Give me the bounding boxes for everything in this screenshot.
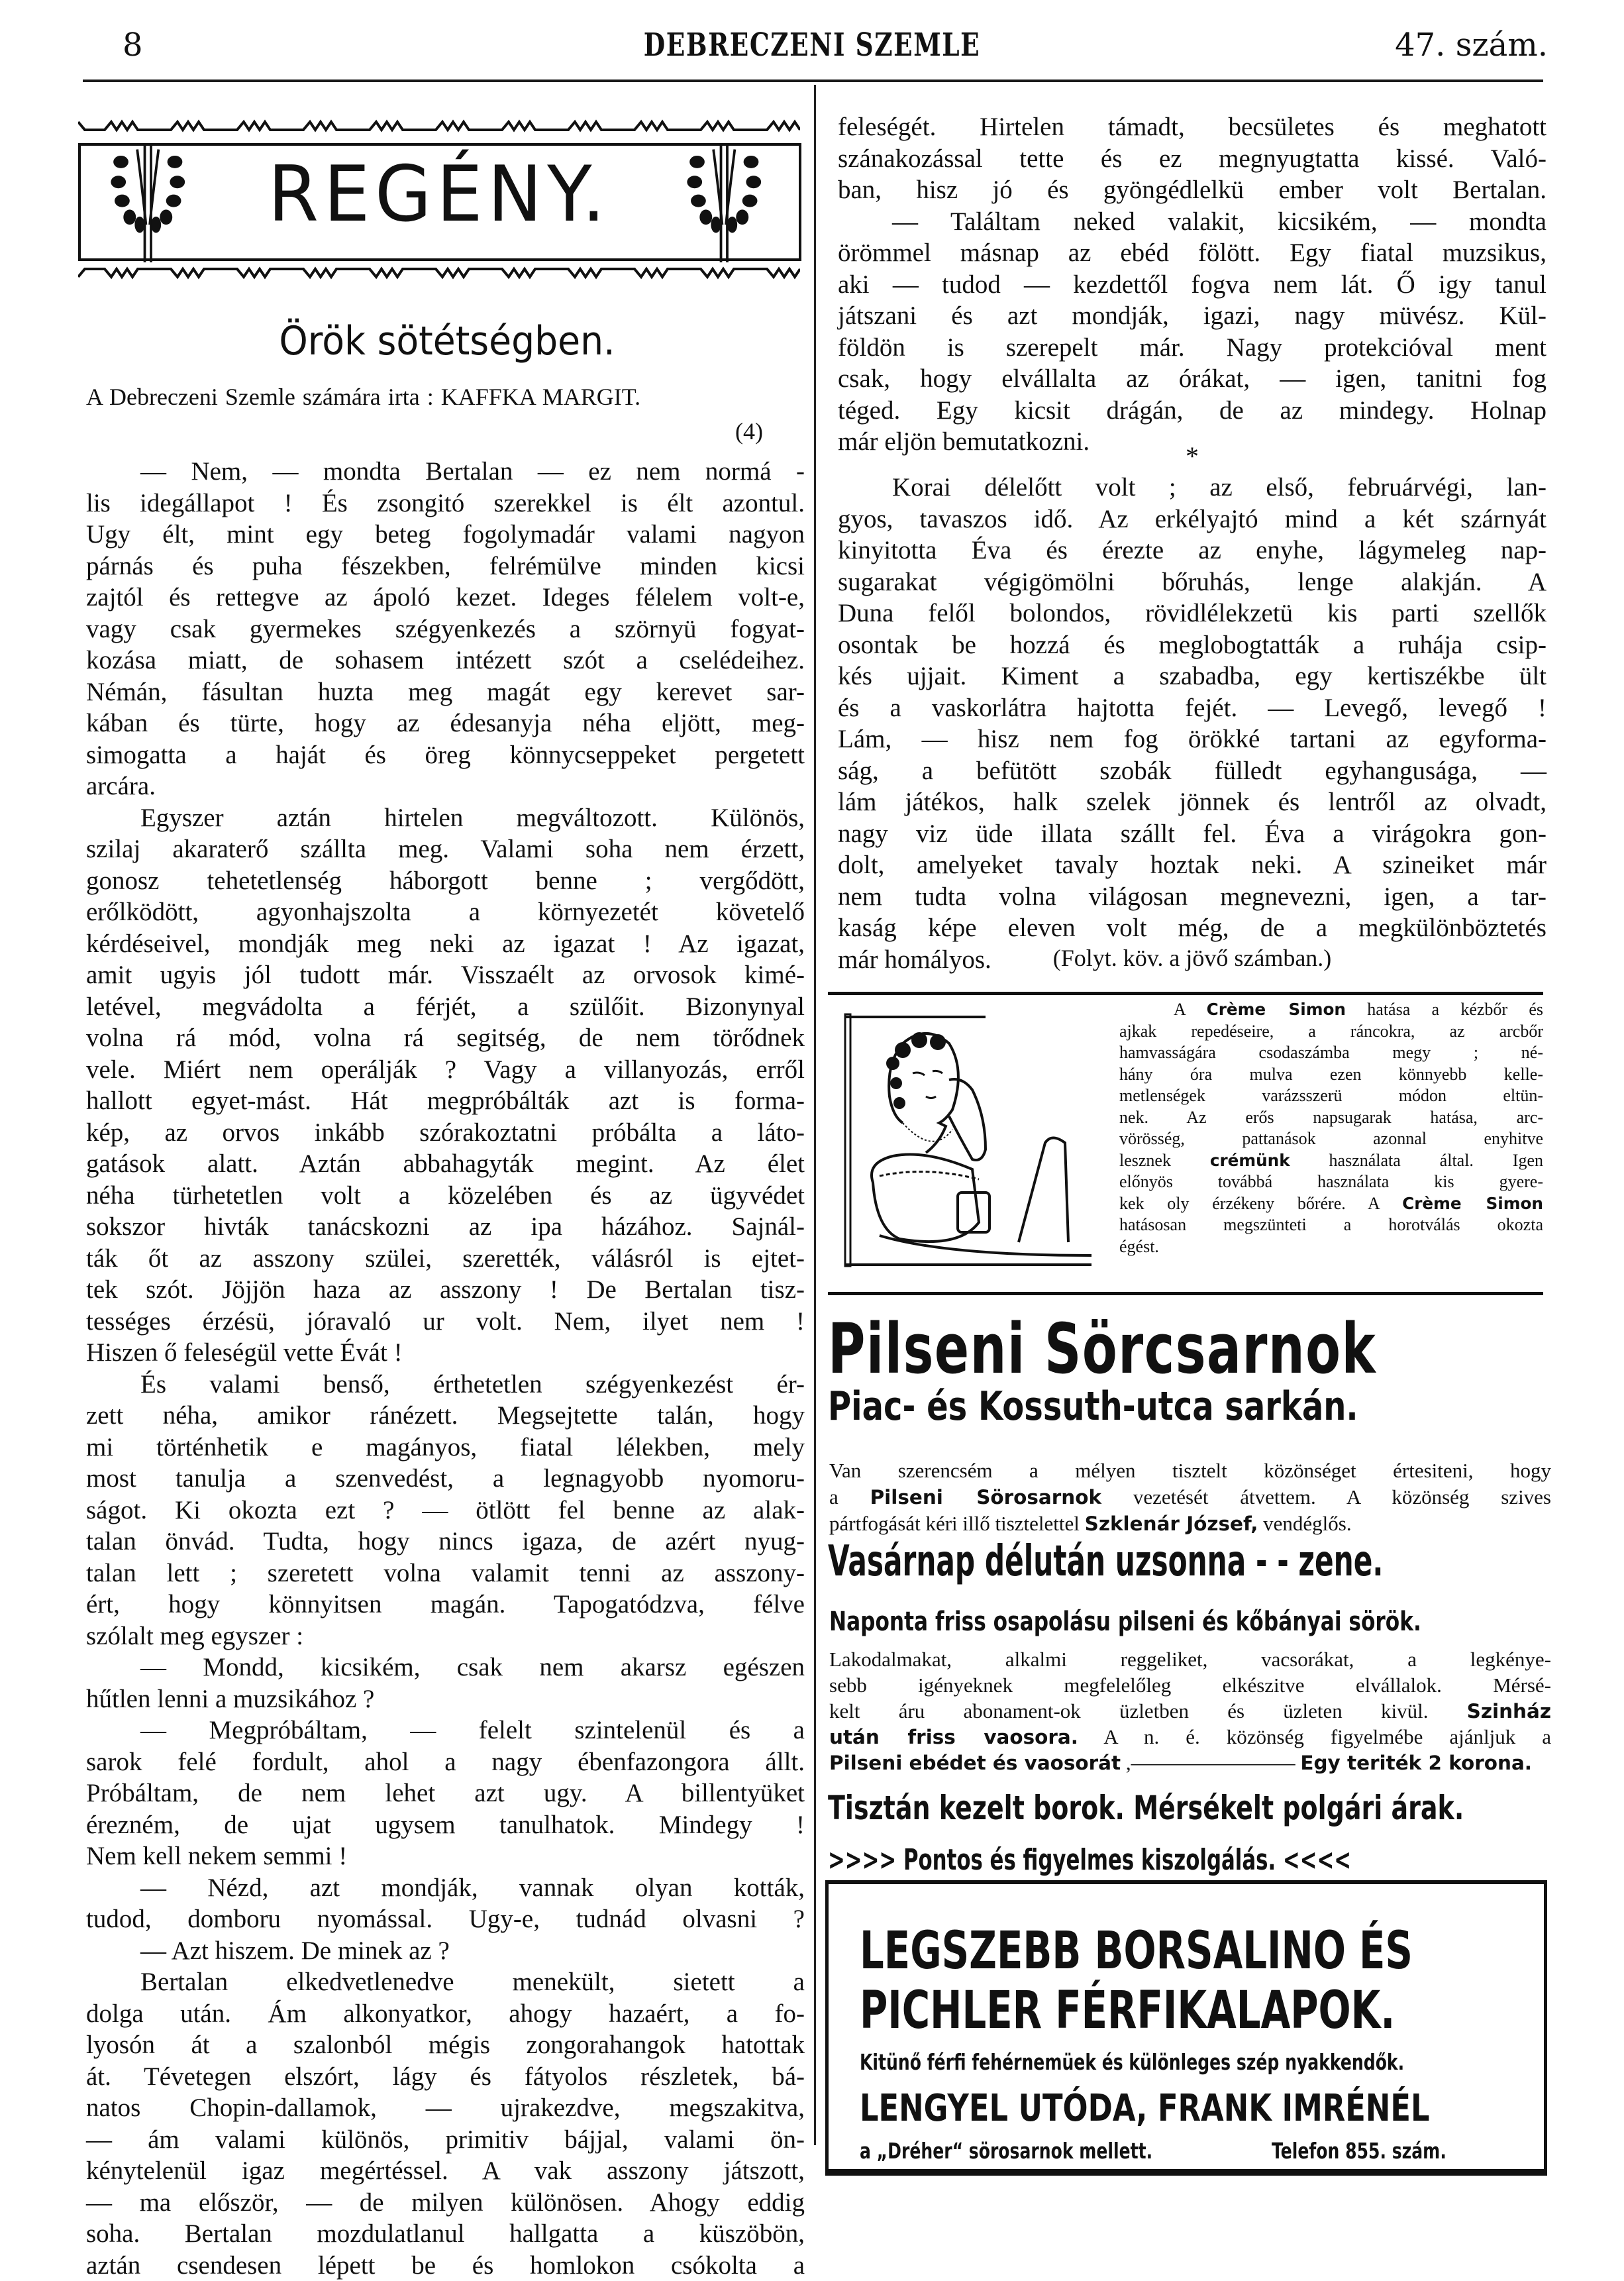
section-banner	[78, 118, 800, 284]
header-rule	[83, 80, 1543, 82]
text-line: hatásosan megszünteti a horotválás okozta	[1119, 1214, 1543, 1236]
text-line: hallott egyet-mást. Hát megpróbálták azt is forma-	[86, 1085, 805, 1117]
zigzag-border-bottom	[78, 265, 800, 281]
text-line: natos Chopin-dallamok, — ujrakezdve, megszakitva,	[86, 2092, 805, 2124]
hat-ad-line2: PICHLER FÉRFIKALAPOK.	[860, 1981, 1395, 2041]
text-line: át. Tévetegen elszórt, lágy és fátyolos részletek, bá-	[86, 2061, 805, 2093]
text-line: szánakozással tette és ez megnyugtatta kissé. Való-	[838, 143, 1547, 175]
hat-ad-merchant: LENGYEL UTÓDA, FRANK IMRÉNÉL	[860, 2087, 1430, 2130]
text-line: ság, a befütött szobák fülledt egyhangusága, —	[838, 755, 1547, 787]
text-line: már eljön bemutatkozni.	[838, 426, 1547, 458]
text-line: volna rá mód, volna rá segitség, de nem törődnek	[86, 1022, 805, 1054]
pilseni-location: Piac- és Kossuth-utca sarkán.	[828, 1383, 1358, 1430]
section-separator: *	[838, 441, 1547, 472]
text-line: — Mondd, kicsikém, csak nem akarsz egészen	[86, 1652, 805, 1683]
hat-ad-line3: Kitünő férfi fehérnemüek és különleges szép nyakkendők.	[860, 2049, 1404, 2075]
text-line: kinyitotta Éva és érezte az enyhe, lágymeleg nap-	[838, 535, 1547, 566]
pilseni-daily-beer: Naponta friss osapolásu pilseni és kőbányai sörök.	[829, 1607, 1421, 1637]
section-title: REGÉNY.	[96, 150, 782, 239]
text-line: A Crème Simon hatása a kézbőr és	[1119, 999, 1543, 1021]
text-line: dolt, amelyeket tavaly hoztak neki. A szineiket már	[838, 849, 1547, 881]
text-line: — Megpróbáltam, — felelt szintelenül és a	[86, 1715, 805, 1746]
text-line: kénytelenül igaz megértéssel. A vak asszony játszott,	[86, 2155, 805, 2187]
hat-ad-address: a „Dréher“ sörosarnok mellett.	[860, 2138, 1152, 2164]
text-line: vele. Miért nem operálják ? Vagy a villanyozás, erről	[86, 1054, 805, 1086]
text-line: tudod, domboru nyomással. Ugy-e, tudnád olvasni ?	[86, 1903, 805, 1935]
text-line: vagy csak gyermekes szégyenkezés a szörnyü fogyat-	[86, 613, 805, 645]
text-line: gatások alatt. Aztán abbahagyták megint. Az élet	[86, 1148, 805, 1180]
text-line: kozása miatt, de sohasem intézett szót a cselédeihez.	[86, 645, 805, 676]
text-line: — ám valami különös, primitiv bájjal, valami ön-	[86, 2124, 805, 2156]
text-line: aki — tudod — kezdettől fogva nem lát. Ő igy tanul	[838, 269, 1547, 301]
text-line: kában és türte, hogy az édesanyja néha eljött, meg-	[86, 708, 805, 739]
text-line: hűtlen lenni a muzsikához ?	[86, 1683, 805, 1715]
text-line: sarok felé fordult, ahol a nagy ébenfazongora állt.	[86, 1746, 805, 1778]
text-line: csak, hogy elvállalta az órákat, — igen, tanitni fog	[838, 363, 1547, 395]
continuation-note: (Folyt. köv. a jövő számban.)	[838, 944, 1547, 972]
text-line: és a vaskorlátra hajtotta fejét. — Levegő, levegő !	[838, 692, 1547, 724]
text-line: feleségét. Hirtelen támadt, becsületes és meghatott	[838, 111, 1547, 143]
woman-applying-cream-illustration	[840, 1010, 1105, 1275]
text-line: hamvasságára csodaszámba megy ; né-	[1119, 1042, 1543, 1064]
text-line: néha türhetetlen volt a közelében és az ügyvédet	[86, 1180, 805, 1212]
text-line: gonosz tehetetlenség háborgott benne ; vergődött,	[86, 865, 805, 897]
ad-divider-rule	[828, 1292, 1543, 1295]
text-line: kés ujjait. Kiment a szabadba, egy kertiszékbe ült	[838, 661, 1547, 692]
text-line: — ma először, — de milyen különösen. Ahogy eddig	[86, 2187, 805, 2219]
text-line: simogatta a haját és öreg könnycseppeket pergetett	[86, 739, 805, 771]
text-line: metlenségek varázsszerü módon eltün-	[1119, 1085, 1543, 1107]
text-line: nem tudta volna világosan megnevezni, igen, a tar-	[838, 881, 1547, 913]
text-line: talan önvád. Tudta, hogy nincs igaza, de azért nyug-	[86, 1526, 805, 1558]
text-line: arcára.	[86, 770, 805, 802]
text-line: a Pilseni Sörosarnok vezetését átvettem. A közönség szives	[829, 1484, 1551, 1511]
text-line: talan lett ; szeretett volna valamit tenni az asszony-	[86, 1558, 805, 1589]
ad-divider-rule	[828, 992, 1543, 995]
text-line: ért, hogy könnyitsen magán. Tapogatódzva, félve	[86, 1589, 805, 1620]
text-line: sokszor hivták tanácskozni az ipa házához. Sajnál-	[86, 1211, 805, 1243]
pilseni-wines: Tisztán kezelt borok. Mérsékelt polgári árak.	[828, 1789, 1464, 1827]
text-line: ban, hisz jó és gyöngédlelkü ember volt Bertalan.	[838, 174, 1547, 206]
text-line: játszani és azt mondják, igazi, nagy müvész. Kül-	[838, 300, 1547, 332]
text-line: lyosón át a szalonból mégis zongorahangok hatottak	[86, 2029, 805, 2061]
text-line: lám játékos, halk szelek jönnek és lentről az olvadt,	[838, 786, 1547, 818]
text-line: Hiszen ő feleségül vette Évát !	[86, 1337, 805, 1369]
text-line: már homályos.	[838, 944, 1547, 976]
text-line: soha. Bertalan mozdulatlanul hallgatta a küszöbön,	[86, 2218, 805, 2250]
text-line: Lakodalmakat, alkalmi reggeliket, vacsorákat, a legkénye-	[829, 1646, 1551, 1672]
text-line: nek. Az erős napsugarak hatása, arc-	[1119, 1107, 1543, 1129]
hat-ad-line1: LEGSZEBB BORSALINO ÉS	[860, 1921, 1413, 1981]
text-line: nagy viz üde illata szállt fel. Éva a virágokra gon-	[838, 818, 1547, 850]
text-line: tességes érzésü, jóravaló ur volt. Nem, ilyet nem !	[86, 1306, 805, 1338]
text-line: Próbáltam, de nem lehet azt ugy. A billentyüket	[86, 1777, 805, 1809]
text-line: mi történhetik e magányos, fiatal lélekben, mely	[86, 1432, 805, 1463]
text-line: zajtól és rettegve az ápoló kezet. Ideges félelem volt-e,	[86, 582, 805, 613]
pilseni-service: >>>> Pontos és figyelmes kiszolgálás. <<<<	[828, 1843, 1351, 1877]
text-line: kek oly érzékeny bőrére. A Crème Simon	[1119, 1193, 1543, 1215]
text-line: hány óra mulva ezen könnyebb kelle-	[1119, 1064, 1543, 1086]
creme-simon-ad-text	[1119, 999, 1543, 1257]
text-line: ságot. Ki okozta ezt ? — ötlött fel benne az alak-	[86, 1495, 805, 1526]
text-line: És valami benső, érthetetlen szégyenkezést ér-	[86, 1369, 805, 1401]
text-line: érezném, de ujat ugysem tanulhatok. Mindegy !	[86, 1809, 805, 1841]
hat-ad-phone: Telefon 855. szám.	[1272, 2138, 1446, 2164]
text-line: zett néha, amikor ránézett. Megsejtette talán, hogy	[86, 1400, 805, 1432]
story-right-column-part1	[838, 111, 1547, 458]
zigzag-border-top	[78, 118, 800, 134]
text-line: dolga után. Ám alkonyatkor, ahogy hazaért, a fo-	[86, 1998, 805, 2030]
plant-ornament-icon	[681, 143, 774, 262]
pilseni-details	[829, 1646, 1551, 1776]
text-line: földön is szerepelt már. Nagy protekcióval ment	[838, 332, 1547, 364]
pilseni-headline: Pilseni Sörcsarnok	[828, 1308, 1376, 1389]
column-divider	[814, 85, 816, 2145]
text-line: lesznek crémünk használata által. Igen	[1119, 1150, 1543, 1172]
text-line: sugarakat végigömölni bőruhás, lenge alakján. A	[838, 566, 1547, 598]
text-line: kérdéseivel, mondják meg neki az igazat ! Az igazat,	[86, 928, 805, 960]
text-line: amit ugyis jól tudott már. Visszaélt az orvosok kimé-	[86, 959, 805, 991]
text-line: Ugy élt, mint egy beteg fogolymadár valami nagyon	[86, 519, 805, 551]
story-byline: A Debreczeni Szemle számára irta : KAFFKA MARGIT.	[86, 383, 808, 411]
text-line: — Nem, — mondta Bertalan — ez nem normá -	[86, 456, 805, 488]
text-line: Egyszer aztán hirtelen megváltozott. Különös,	[86, 802, 805, 834]
text-line: osontak be hozzá és meglobogtatták a ruhája csip-	[838, 629, 1547, 661]
text-line: örömmel másnap az ebéd fölött. Egy fiatal muzsikus,	[838, 237, 1547, 269]
text-line: ajkak repedéseire, a ráncokra, az arcbőr	[1119, 1021, 1543, 1043]
issue-number: 47. szám.	[1395, 27, 1548, 73]
page-number: 8	[123, 27, 143, 73]
text-line: Korai délelőtt volt ; az első, februárvégi, lan-	[838, 472, 1547, 504]
text-line: sebb igényeknek megfelelőleg elkészitve elvállalok. Mérsé-	[829, 1672, 1551, 1698]
story-left-column	[86, 456, 805, 2281]
text-line: szilaj akaraterő szállta meg. Valami soha nem érzett,	[86, 833, 805, 865]
text-line: kaság képe eleven volt még, de a megkülönböztetés	[838, 912, 1547, 944]
installment-number: (4)	[735, 417, 763, 445]
publication-title: DEBRECZENI SZEMLE	[179, 27, 1446, 73]
text-line: ták őt az asszony szülei, szerették, válásról is ejtet-	[86, 1243, 805, 1275]
text-line: Lám, — hisz nem fog örökké tartani az egyforma-	[838, 723, 1547, 755]
text-line: téged. Egy kicsit drágán, de az mindegy. Holnap	[838, 395, 1547, 427]
pilseni-sunday-music: Vasárnap délután uzsonna - - zene.	[828, 1537, 1383, 1586]
text-line: kelt áru abonament-ok üzletben és üzleten kivül. Szinház	[829, 1698, 1551, 1724]
text-line: Némán, fásultan huzta meg magát egy kerevet sar-	[86, 676, 805, 708]
text-line: erőlködött, agyonhajszolta a környezetét követelő	[86, 896, 805, 928]
text-line: — Azt hiszem. De minek az ?	[86, 1935, 805, 1967]
pilseni-intro	[829, 1458, 1551, 1537]
story-title: Örök sötétségben.	[115, 318, 780, 364]
text-line: párnás és puha fészekben, felrémülve minden kicsi	[86, 551, 805, 582]
text-line: — Találtam neked valakit, kicsikém, — mondta	[838, 206, 1547, 238]
text-line: pártfogását kéri illő tisztelettel Szklenár József, vendéglős.	[829, 1511, 1551, 1537]
text-line: Nem kell nekem semmi !	[86, 1840, 805, 1872]
text-line: vörösség, pattanások azonnal enyhitve	[1119, 1128, 1543, 1150]
text-line: égést.	[1119, 1236, 1543, 1258]
text-line: lis idegállapot ! És zsongitó szerekkel is élt azontul.	[86, 488, 805, 519]
story-right-column-part2	[838, 472, 1547, 975]
text-line: most tanulja a szenvedést, a legnagyobb nyomoru-	[86, 1463, 805, 1495]
text-line: tek szót. Jöjjön haza az asszony ! De Bertalan tisz-	[86, 1274, 805, 1306]
text-line: aztán csendesen lépett be és homlokon csókolta a	[86, 2250, 805, 2281]
text-line: — Nézd, azt mondják, vannak olyan kották,	[86, 1872, 805, 1904]
text-line: szólalt meg egyszer :	[86, 1620, 805, 1652]
text-line: Bertalan elkedvetlenedve menekült, sietett a	[86, 1966, 805, 1998]
text-line: után friss vaosora. A n. é. közönség figyelmébe ajánljuk a	[829, 1724, 1551, 1750]
text-line: gyos, tavaszos idő. Az erkélyajtó mind a két szárnyát	[838, 504, 1547, 535]
text-line: kép, az orvos inkább szórakoztatni próbálta a láto-	[86, 1117, 805, 1149]
text-line: Van szerencsém a mélyen tisztelt közönséget értesiteni, hogy	[829, 1458, 1551, 1484]
text-line: Duna felől bolondos, rövidlélekzetü kis parti szellők	[838, 598, 1547, 629]
text-line: Pilseni ebédet és vaosorát ,———————— Egy teriték 2 korona.	[829, 1750, 1551, 1776]
text-line: előnyös továbbá használata kis gyere-	[1119, 1171, 1543, 1193]
text-line: letével, megvádolta a férjét, a szülőit. Bizonynyal	[86, 991, 805, 1023]
